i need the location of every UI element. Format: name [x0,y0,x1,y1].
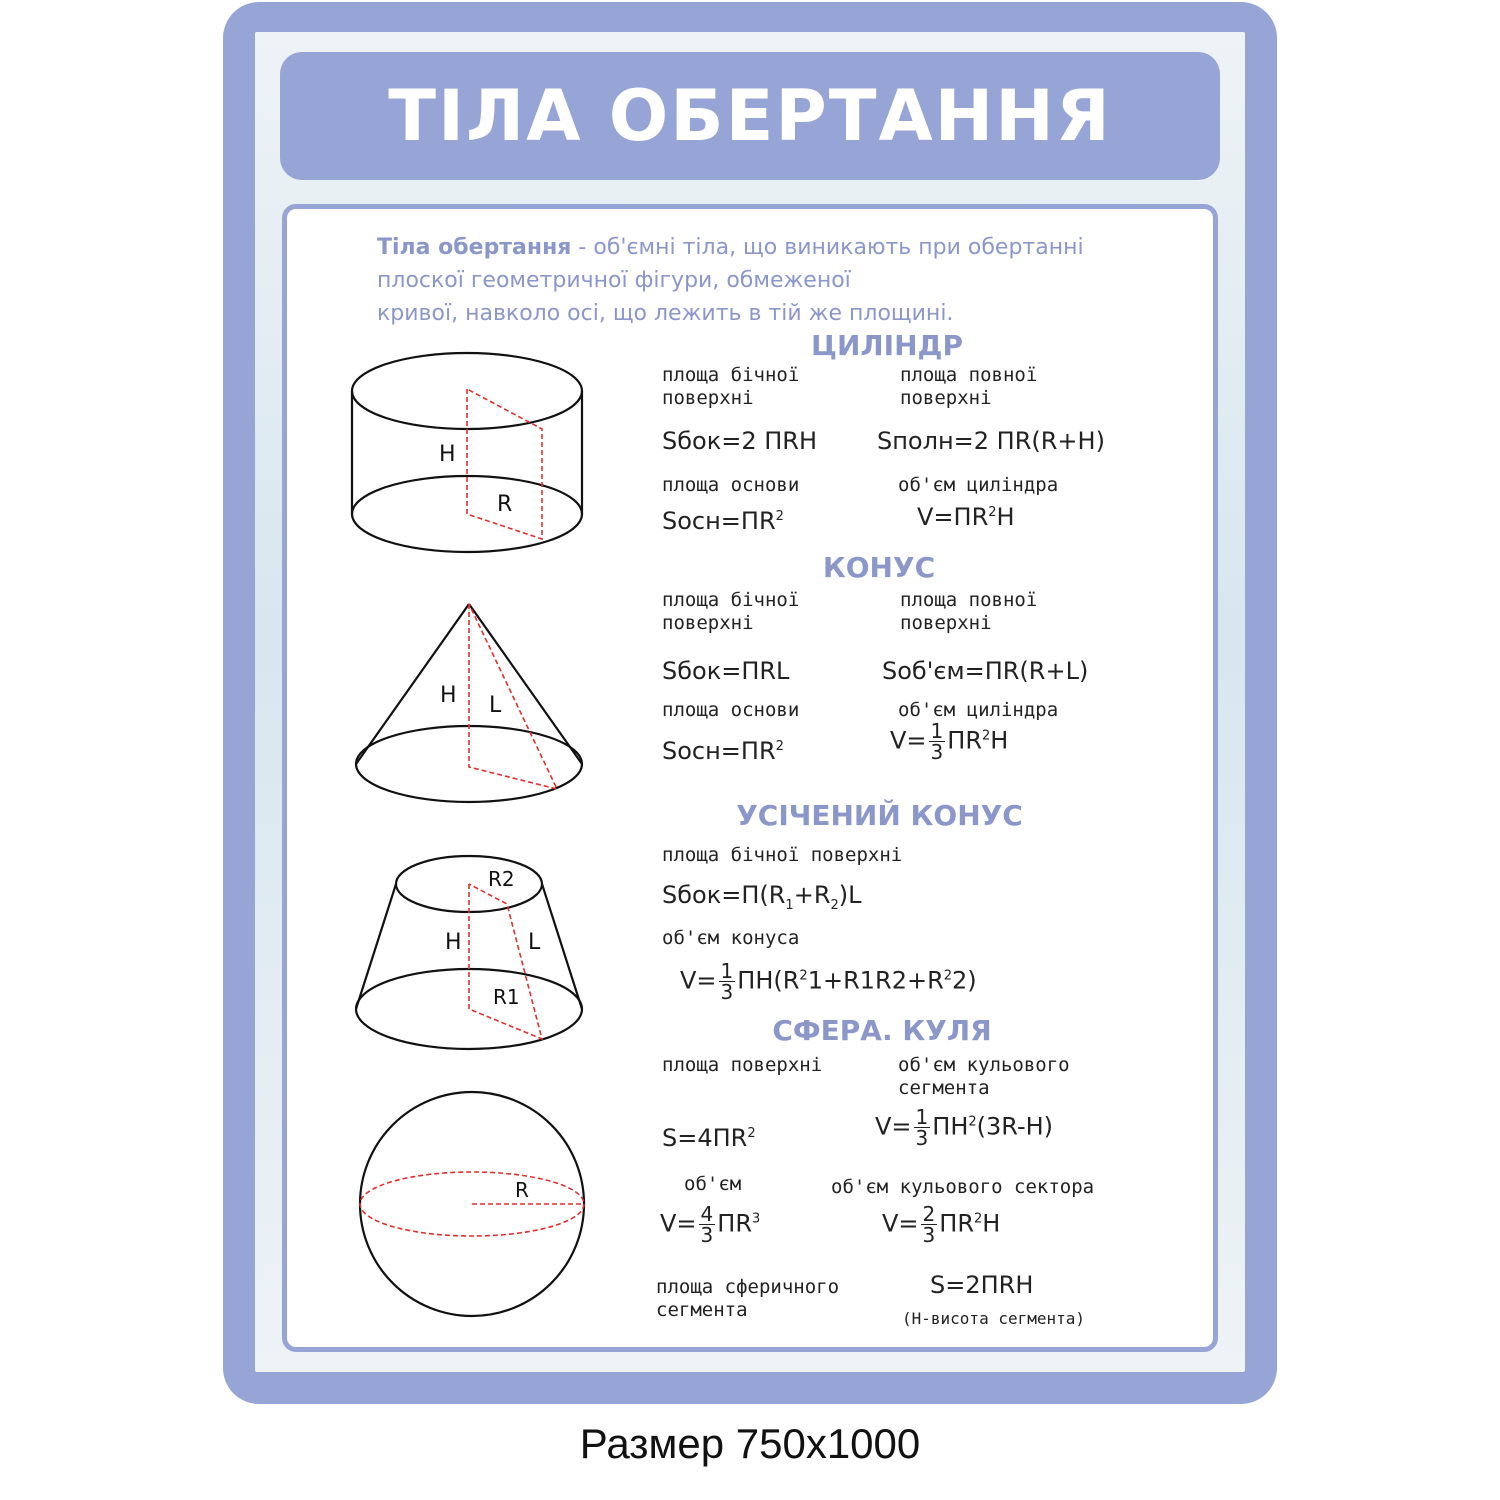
content-panel [282,204,1218,1352]
spherical-segment-formula: S=2ПRH [930,1271,1034,1299]
inner-frame [255,32,1245,1372]
cone-heading: КОНУС [822,551,936,584]
cylinder-volume-formula: $V=ПR^2H$ [917,503,1015,531]
sphere-heading: СФЕРА. КУЛЯ [772,1014,992,1047]
sphere-figure [347,1084,587,1324]
cone-volume-label: об'єм циліндра [898,699,1059,721]
intro-line-3: кривої, навколо осі, що лежить в тій же площині. [377,301,954,326]
cylinder-label-h: H [439,442,456,467]
intro-term: Тіла обертання [377,235,572,260]
frustum-right-edge [542,884,582,1009]
cylinder-volume-label: об'єм циліндра [898,474,1059,496]
cone-volume-formula: V= $\frac{1}{3}$ $ПR^2H$ [890,719,1009,764]
sphere-volume-formula: V= $\frac{4}{3}$ $ПR^3$ [660,1202,761,1247]
cylinder-label-r: R [497,492,513,517]
intro-text [377,231,1084,330]
frustum-label-h: H [445,930,462,955]
cylinder-full-label: площа повної поверхні [900,364,1038,409]
sphere-sector-formula: V= $\frac{2}{3}$ $ПR^2H$ [882,1202,1001,1247]
cylinder-figure [347,349,587,564]
title-bar [280,52,1220,180]
frustum-lateral-formula: $Sбок=П(R_1+R_2)L$ [662,881,862,913]
intro-line-2: плоскої геометричної фігури, обмеженої [377,268,851,293]
cylinder-heading: ЦИЛІНДР [811,329,963,362]
cone-section-dashed [469,604,557,789]
cone-figure [347,599,587,814]
sphere-surface-label: площа поверхні [662,1054,823,1076]
cone-full-formula: Sоб'єм=ПR(R+L) [882,657,1089,685]
frustum-label-l: L [528,930,541,955]
size-caption: Размер 750x1000 [579,1420,921,1467]
cylinder-full-formula: Sполн=2 ПR(R+H) [877,427,1105,455]
frustum-left-edge [356,884,396,1009]
cone-label-h: H [440,683,457,708]
cone-label-l: L [489,693,502,718]
page-title: ТІЛА ОБЕРТАННЯ [388,75,1112,157]
frustum-lateral-label: площа бічної поверхні [662,844,903,866]
cone-lateral-formula: Sбок=ПRL [662,657,790,685]
cylinder-base-label: площа основи [662,474,800,496]
frustum-heading: УСІЧЕНИЙ КОНУС [736,799,1023,832]
cone-lateral-label: площа бічної поверхні [662,589,800,634]
frustum-volume-formula: V= $\frac{1}{3}$ $ПH(R^21+R1R2+R^22)$ [680,959,977,1004]
cylinder-base-formula: $Sосн=ПR^2$ [662,507,784,535]
cylinder-lateral-formula: Sбок=2 ПRH [662,427,817,455]
frustum-figure [347,849,587,1064]
sphere-volume-label: об'єм [684,1173,742,1195]
poster-frame [223,2,1277,1404]
cone-base-label: площа основи [662,699,800,721]
spherical-segment-note: (H-висота сегмента) [902,1309,1086,1328]
sphere-label-r: R [515,1178,529,1202]
cone-right-edge [469,604,582,764]
sphere-sector-label: об'єм кульового сектора [831,1176,1095,1198]
spherical-segment-label: площа сферичного сегмента [656,1276,840,1321]
sphere-segment-volume-label: об'єм кульового сегмента [898,1054,1070,1099]
cone-full-label: площа повної поверхні [900,589,1038,634]
sphere-segment-volume-formula: V= $\frac{1}{3}$ $ПH^2(3R-H)$ [875,1105,1054,1150]
intro-line-1: - об'ємні тіла, що виникають при обертанні [571,235,1084,260]
frustum-label-r1: R1 [493,985,520,1009]
cylinder-lateral-label: площа бічної поверхні [662,364,800,409]
cone-base-formula: $Sосн=ПR^2$ [662,737,784,765]
sphere-surface-formula: $S=4ПR^2$ [662,1124,756,1152]
frustum-volume-label: об'єм конуса [662,927,800,949]
frustum-label-r2: R2 [488,867,515,891]
